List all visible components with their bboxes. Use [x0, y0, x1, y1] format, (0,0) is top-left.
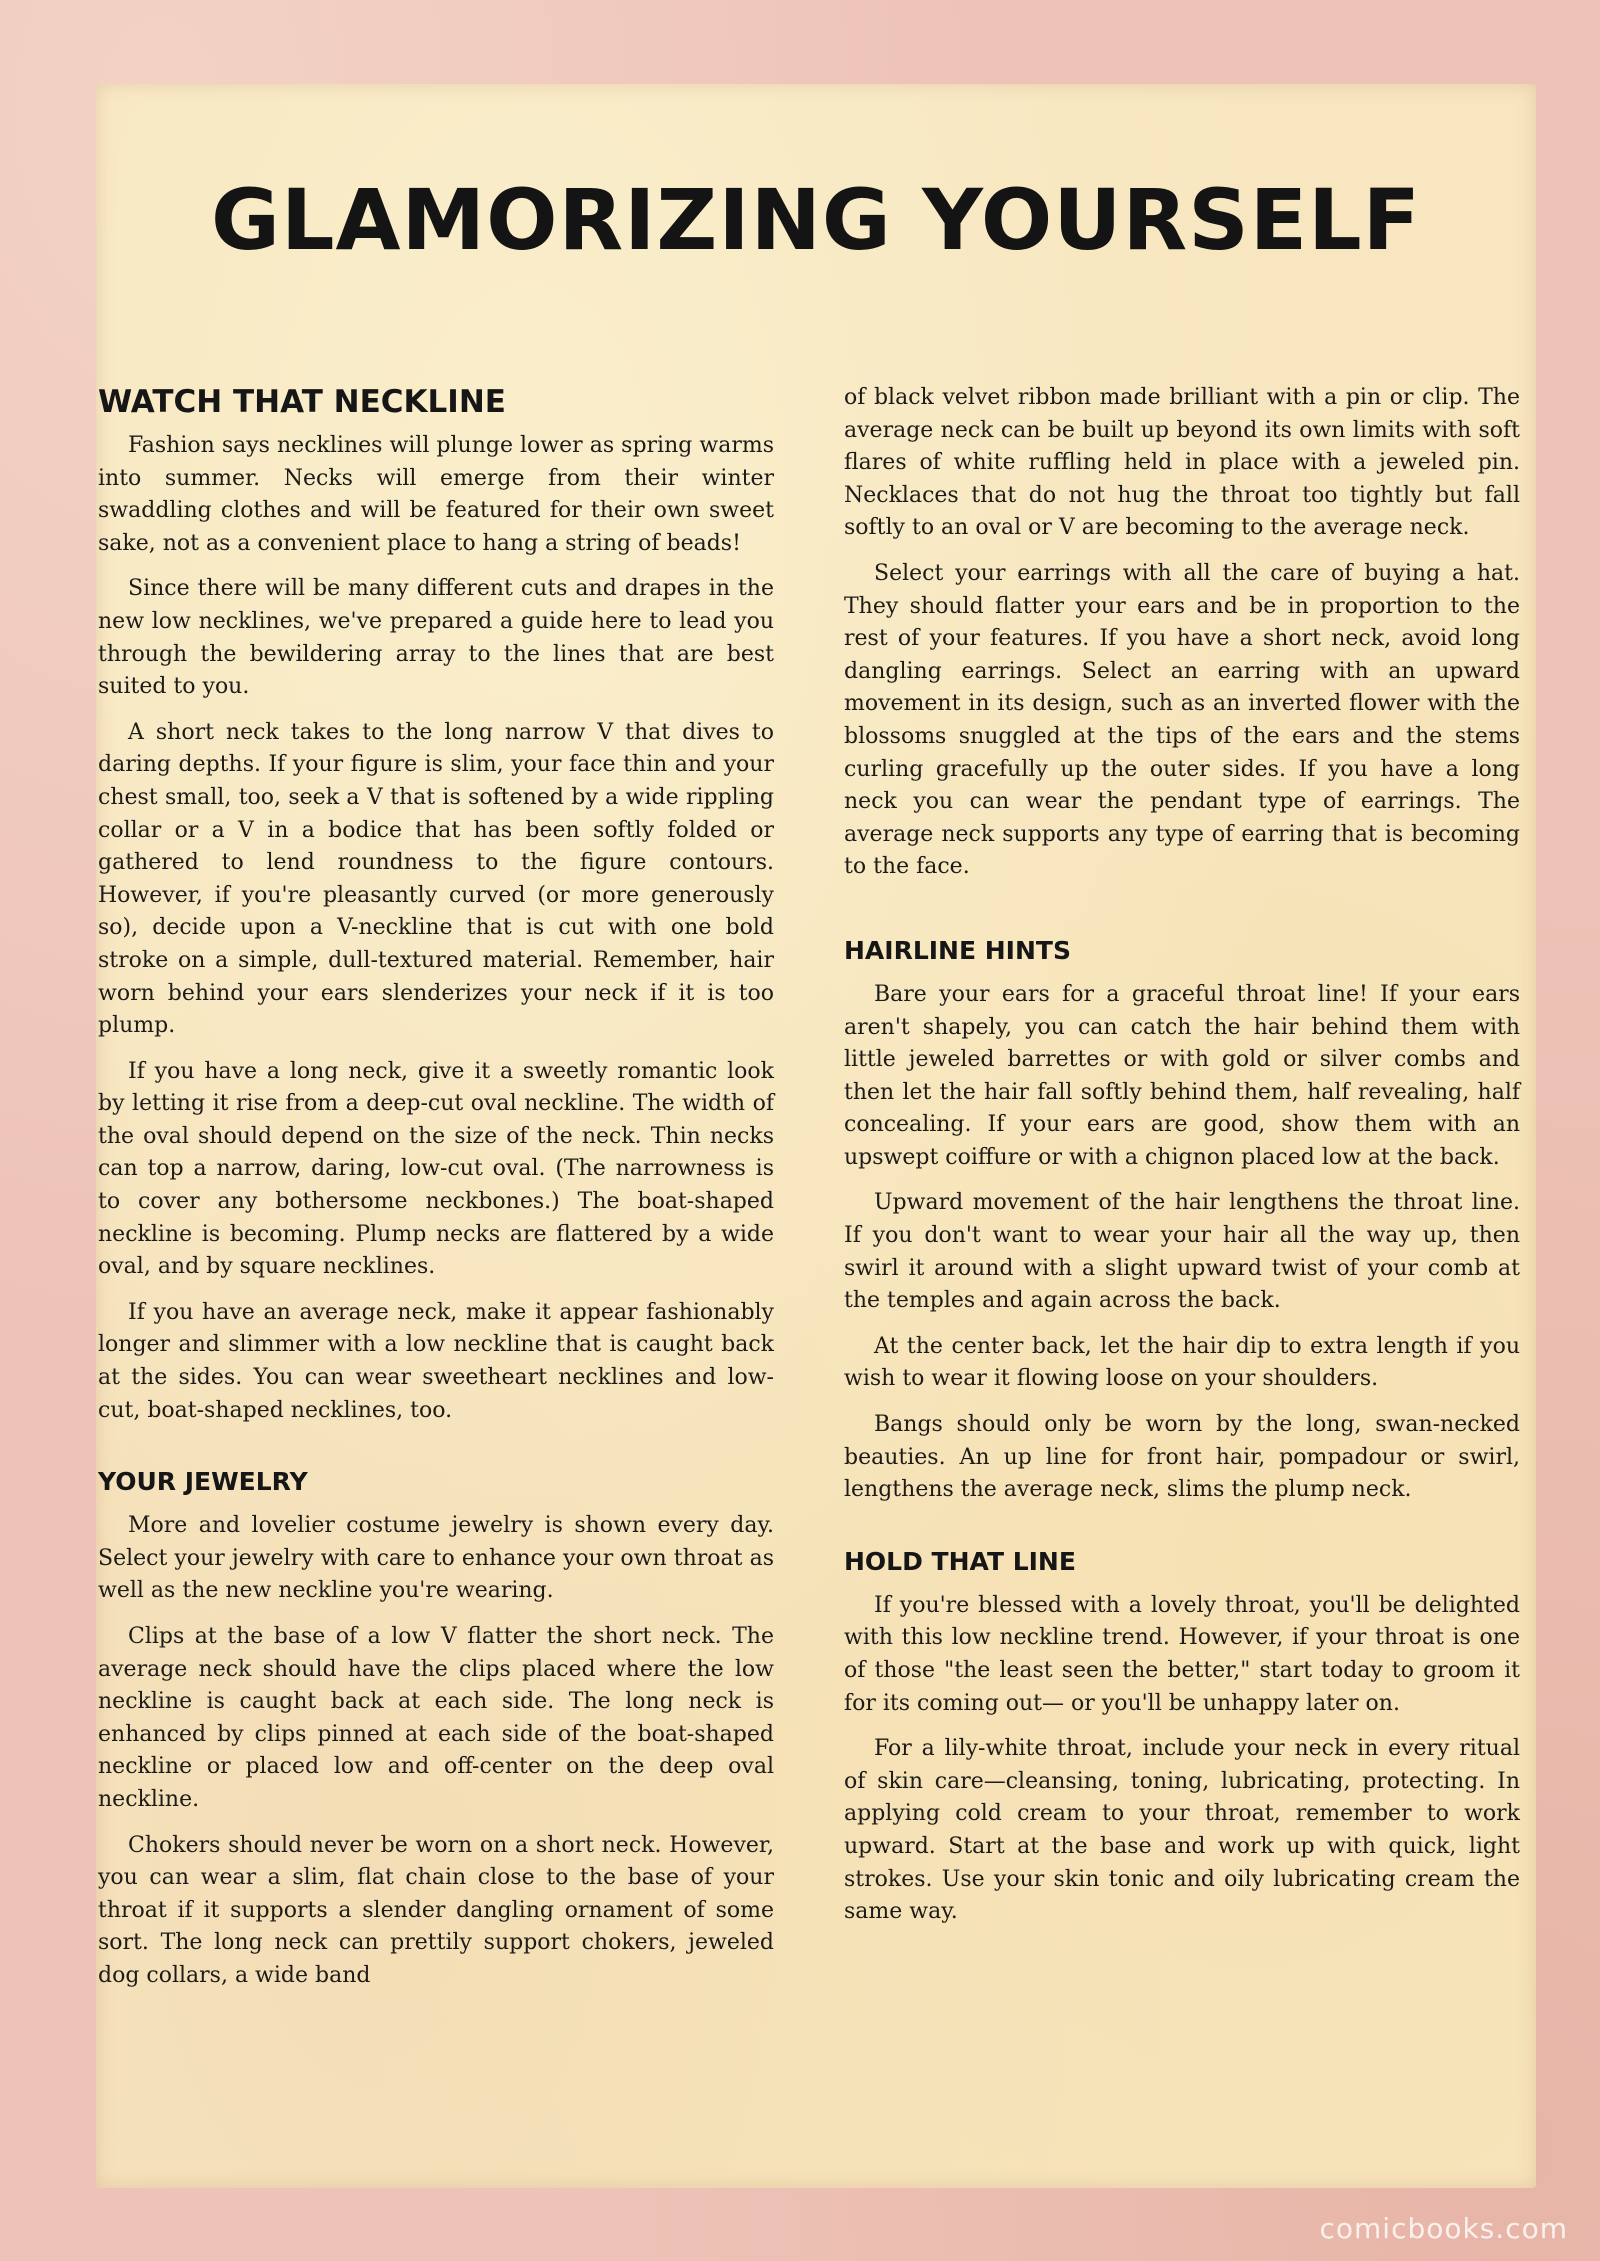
right-column	[844, 382, 1520, 1942]
paragraph: If you have an average neck, make it appear fashionably longer and slimmer with a low neckline that is caught back at the sides. You can wear sweetheart necklines and low-cut, boat-shaped necklines, too.	[98, 1299, 774, 1423]
section-heading-hold-line: HOLD THAT LINE	[844, 1546, 1076, 1576]
section-heading-neckline: WATCH THAT NECKLINE	[98, 384, 506, 420]
paragraph: If you have a long neck, give it a sweetly romantic look by letting it rise from a deep-cut oval neckline. The width of the oval should depend on the size of the neck. Thin necks can top a narrow, daring, low-cut oval. (The narrowness is to cover any bothersome neckbones.) The boat-shaped neckline is becoming. Plump necks are flattered by a wide oval, and by square necklines.	[98, 1058, 774, 1280]
paragraph: Bangs should only be worn by the long, swan-necked beauties. An up line for front hair, pompadour or swirl, lengthens the average neck, slims the plump neck.	[844, 1412, 1520, 1503]
paragraph: Chokers should never be worn on a short neck. However, you can wear a slim, flat chain close to the base of your throat if it supports a slender dangling ornament of some sort. The long neck can prettily support chokers, jeweled dog collars, a wide band	[98, 1832, 774, 1988]
paragraph: Clips at the base of a low V flatter the short neck. The average neck should have the clips placed where the low neckline is caught back at each side. The long neck is enhanced by clips pinned at each side of the boat-shaped neckline or placed low and off-center on the deep oval neckline.	[98, 1624, 774, 1812]
paragraph: A short neck takes to the long narrow V that dives to daring depths. If your figure is slim, your face thin and your chest small, too, seek a V that is softened by a wide rippling collar or a V in a bodice that has been softly folded or gathered to lend roundness to the figure contours. However, if you're pleasantly curved (or more generously so), decide upon a V-neckline that is cut with one bold stroke on a simple, dull-textured material. Remember, hair worn behind your ears slenderizes your neck if it is too plump.	[98, 719, 774, 1039]
paragraph: At the center back, let the hair dip to extra length if you wish to wear it flowing loose on your shoulders.	[844, 1333, 1520, 1392]
paragraph: More and lovelier costume jewelry is shown every day. Select your jewelry with care to enhance your own throat as well as the new neckline you're wearing.	[98, 1513, 774, 1604]
article-title: GLAMORIZING YOURSELF	[211, 171, 1421, 269]
watermark: comicbooks.com	[1319, 2212, 1568, 2245]
section-heading-jewelry: YOUR JEWELRY	[98, 1467, 308, 1497]
paragraph: If you're blessed with a lovely throat, you'll be delighted with this low neckline trend. However, if your throat is one of those "the least seen the better," start today to groom it for its coming out— or you'll be unhappy later on.	[844, 1592, 1520, 1716]
section-heading-hairline: HAIRLINE HINTS	[844, 935, 1071, 965]
paragraph: For a lily-white throat, include your neck in every ritual of skin care—cleansing, toning, lubricating, protecting. In applying cold cream to your throat, remember to work upward. Start at the base and work up with quick, light strokes. Use your skin tonic and oily lubricating cream the same way.	[844, 1736, 1520, 1925]
paragraph: Since there will be many different cuts and drapes in the new low necklines, we've prepared a guide here to lead you through the bewildering array to the lines that are best suited to you.	[98, 576, 774, 700]
paragraph: Fashion says necklines will plunge lower as spring warms into summer. Necks will emerge from their winter swaddling clothes and will be featured for their own sweet sake, not as a convenient place to hang a string of beads!	[98, 433, 774, 556]
paragraph-continued: of black velvet ribbon made brilliant with a pin or clip. The average neck can be built up beyond its own limits with soft flares of white ruffling held in place with a jeweled pin. Necklaces that do not hug the throat too tightly but fall softly to an oval or V are becoming to the average neck.	[844, 385, 1520, 541]
paragraph: Bare your ears for a graceful throat line! If your ears aren't shapely, you can catch the hair behind them with little jeweled barrettes or with gold or silver combs and then let the hair fall softly behind them, half revealing, half concealing. If your ears are good, show them with an upswept coiffure or with a chignon placed low at the back.	[844, 981, 1520, 1170]
paragraph: Select your earrings with all the care of buying a hat. They should flatter your ears and be in proportion to the rest of your features. If you have a short neck, avoid long dangling earrings. Select an earring with an upward movement in its design, such as an inverted flower with the blossoms snuggled at the tips of the ears and the stems curling gracefully up the outer sides. If you have a long neck you can wear the pendant type of earrings. The average neck supports any type of earring that is becoming to the face.	[844, 560, 1520, 880]
left-column	[98, 382, 774, 2006]
paragraph: Upward movement of the hair lengthens the throat line. If you don't want to wear your hair all the way up, then swirl it around with a slight upward twist of your comb at the temples and again across the back.	[844, 1190, 1520, 1314]
